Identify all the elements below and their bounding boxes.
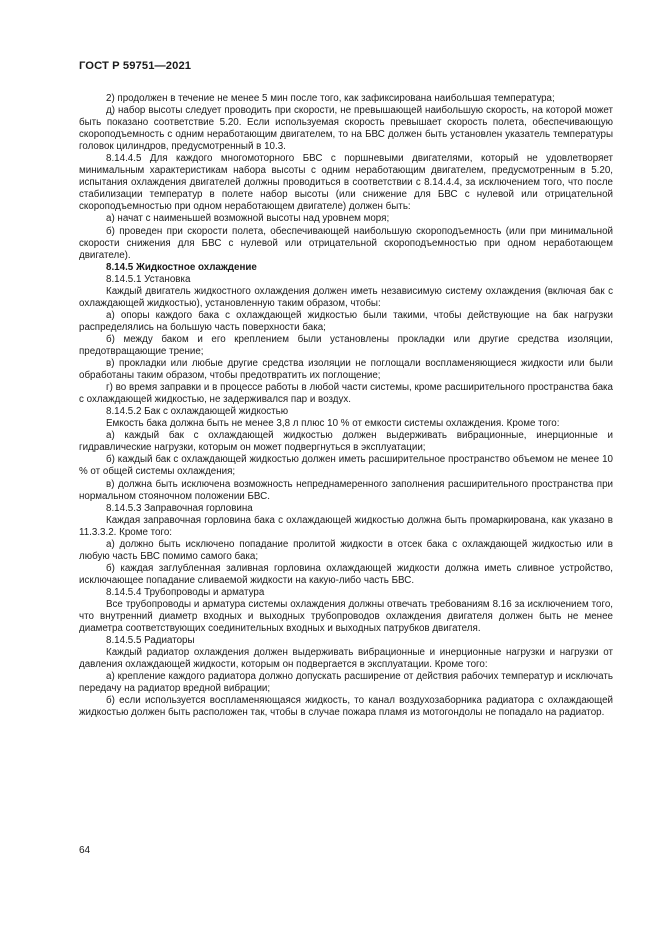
paragraph: в) должна быть исключена возможность непреднамеренного заполнения расширительного пространства при нормальном стояночном положении БВС. — [79, 478, 613, 502]
paragraph: 2) продолжен в течение не менее 5 мин после того, как зафиксирована наибольшая температура; — [106, 93, 555, 104]
paragraph: б) каждая заглубленная заливная горловина охлаждающей жидкости должна иметь сливное устройство, исключающее попадание сливаемой жидкости на какую-либо часть БВС. — [79, 562, 613, 586]
section-heading: 8.14.5 Жидкостное охлаждение — [106, 261, 257, 273]
paragraph: Емкость бака должна быть не менее 3,8 л плюс 10 % от емкости системы охлаждения. Кроме того: — [106, 418, 560, 430]
paragraph: 8.14.5.1 Установка — [106, 273, 191, 285]
paragraph: б) если используется воспламеняющаяся жидкость, то канал воздухозаборника радиатора с охлаждающей жидкостью должен быть расположен так, чтобы в случае пожара пламя из мотогондолы не попадало на радиатор. — [79, 695, 613, 719]
paragraph: а) каждый бак с охлаждающей жидкостью должен выдерживать вибрационные, инерционные и гидравлические нагрузки, которым он может подвергнуться в эксплуатации; — [79, 430, 613, 454]
paragraph: д) набор высоты следует проводить при скорости, не превышающей наибольшую скорость, на которой может быть показано соответствие 5.20. Если используемая скорость превышает скорость полета, обеспечивающую скороподъемность с одним неработающим двигателем, то на БВС должен быть установлен указатель температуры головок цилиндров, предусмотренный в 10.3. — [79, 105, 613, 153]
paragraph: 8.14.4.5 Для каждого многомоторного БВС с поршневыми двигателями, который не удовлетворяет минимальным характеристикам набора высоты с одним неработающим двигателем, предусмотренным в 5.20, испытания охлаждения двигателей должны проводиться в соответствии с 8.14.4.4, за исключением того, что после стабилизации температур в полете набор высоты (или снижение для БВС с нулевой или отрицательной скороподъемностью при одном неработающем двигателе) должен быть: — [79, 153, 613, 213]
paragraph: 8.14.5.2 Бак с охлаждающей жидкостью — [106, 406, 289, 418]
document-header: ГОСТ Р 59751—2021 — [79, 60, 192, 72]
paragraph: г) во время заправки и в процессе работы в любой части системы, кроме расширительного пространства бака с охлаждающей жидкостью, не задерживался пар и воздух. — [79, 382, 613, 406]
paragraph: б) каждый бак с охлаждающей жидкостью должен иметь расширительное пространство объемом не менее 10 % от общей системы охлаждения; — [79, 454, 613, 478]
document-body — [79, 93, 613, 719]
paragraph: а) крепление каждого радиатора должно допускать расширение от действия рабочих температур и исключать передачу на радиатор вредной вибрации; — [79, 671, 613, 695]
paragraph: 8.14.5.5 Радиаторы — [106, 635, 195, 647]
paragraph: Все трубопроводы и арматура системы охлаждения должны отвечать требованиям 8.16 за исключением того, что внутренний диаметр входных и выходных трубопроводов охлаждения двигателя должен быть не менее диаметра соответствующих соединительных входных и выходных патрубков двигателя. — [79, 598, 613, 635]
paragraph: б) проведен при скорости полета, обеспечивающей наибольшую скороподъемность (или при минимальной скорости снижения для БВС с нулевой или отрицательной скороподъемностью при одном неработающем двигателе). — [79, 225, 613, 261]
paragraph: Каждый радиатор охлаждения должен выдерживать вибрационные и инерционные нагрузки и нагрузки от давления охлаждающей жидкости, которым он подвергается в эксплуатации. Кроме того: — [79, 647, 613, 671]
paragraph: Каждый двигатель жидкостного охлаждения должен иметь независимую систему охлаждения (включая бак с охлаждающей жидкостью), установленную таким образом, чтобы: — [79, 285, 613, 309]
paragraph: в) прокладки или любые другие средства изоляции не поглощали воспламеняющиеся жидкости или были обработаны таким образом, чтобы предотвратить их поглощение; — [79, 358, 613, 382]
paragraph: Каждая заправочная горловина бака с охлаждающей жидкостью должна быть промаркирована, как указано в 11.3.3.2. Кроме того: — [79, 514, 613, 538]
paragraph: а) опоры каждого бака с охлаждающей жидкостью были такими, чтобы действующие на бак нагрузки распределялись на большую часть поверхности бака; — [79, 309, 613, 333]
paragraph: 8.14.5.3 Заправочная горловина — [106, 502, 253, 514]
paragraph: б) между баком и его креплением были установлены прокладки или другие средства изоляции, предотвращающие трение; — [79, 333, 613, 357]
paragraph: 8.14.5.4 Трубопроводы и арматура — [106, 586, 265, 598]
paragraph: а) начат с наименьшей возможной высоты над уровнем моря; — [106, 213, 390, 225]
page-number: 64 — [79, 845, 91, 856]
paragraph: а) должно быть исключено попадание пролитой жидкости в отсек бака с охлаждающей жидкостью или в любую часть БВС помимо самого бака; — [79, 538, 613, 562]
